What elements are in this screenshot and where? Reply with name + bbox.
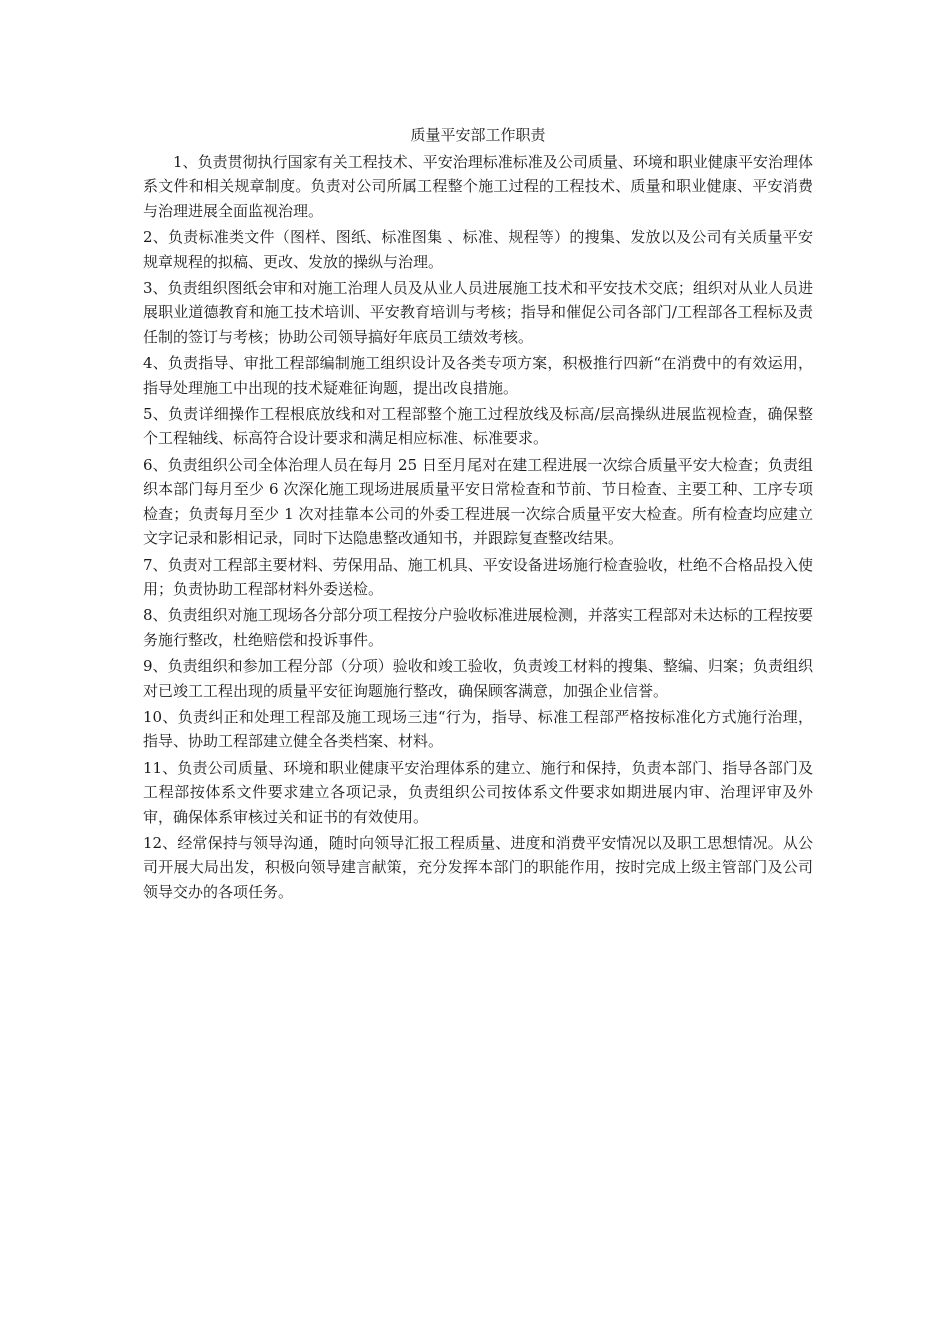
duty-paragraph-12: 12、经常保持与领导沟通，随时向领导汇报工程质量、进度和消费平安情况以及职工思想情况。从公司开展大局出发，积极向领导建言献策，充分发挥本部门的职能作用，按时完成上级主管部门及公司领导交办的各项任务。 (143, 833, 813, 901)
duty-paragraph-9: 9、负责组织和参加工程分部（分项）验收和竣工验收，负责竣工材料的搜集、整编、归案；负责组织对已竣工工程出现的质量平安征询题施行整改，确保顾客满意，加强企业信誉。 (143, 657, 813, 700)
duty-paragraph-7: 7、负责对工程部主要材料、劳保用品、施工机具、平安设备进场施行检查验收，杜绝不合格品投入使用；负责协助工程部材料外委送检。 (143, 555, 813, 598)
duty-paragraph-8: 8、负责组织对施工现场各分部分项工程按分户验收标准进展检测，并落实工程部对未达标的工程按要务施行整改，杜绝赔偿和投诉事件。 (143, 606, 813, 649)
duty-paragraph-3: 3、负责组织图纸会审和对施工治理人员及从业人员进展施工技术和平安技术交底；组织对从业人员进展职业道德教育和施工技术培训、平安教育培训与考核；指导和催促公司各部门/工程部各工程标及责任制的签订与考核；协助公司领导搞好年底员工绩效考核。 (143, 279, 813, 346)
duty-paragraph-2: 2、负责标准类文件（图样、图纸、标准图集 、标准、规程等）的搜集、发放以及公司有关质量平安规章规程的拟稿、更改、发放的操纵与治理。 (143, 228, 813, 271)
duty-paragraph-4: 4、负责指导、审批工程部编制施工组织设计及各类专项方案，积极推行四新“在消费中的有效运用，指导处理施工中出现的技术疑难征询题，提出改良措施。 (143, 354, 813, 397)
duty-paragraph-10: 10、负责纠正和处理工程部及施工现场三违“行为，指导、标准工程部严格按标准化方式施行治理，指导、协助工程部建立健全各类档案、材料。 (143, 707, 813, 751)
document-page (143, 122, 813, 906)
duty-paragraph-5: 5、负责详细操作工程根底放线和对工程部整个施工过程放线及标高/层高操纵进展监视检查，确保整个工程轴线、标高符合设计要求和满足相应标准、标准要求。 (143, 405, 813, 448)
duty-paragraph-6: 6、负责组织公司全体治理人员在每月 25 日至月尾对在建工程进展一次综合质量平安大检查；负责组织本部门每月至少 6 次深化施工现场进展质量平安日常检查和节前、节日检查、主要工种、工序专项检查；负责每月至少 1 次对挂靠本公司的外委工程进展一次综合质量平安大检查。所有检查均应建立文字记录和影相记录，同时下达隐患整改通知书，并跟踪复查整改结果。 (143, 455, 813, 548)
document-title: 质量平安部工作职责 (410, 126, 546, 144)
duty-paragraph-1: 1、负责贯彻执行国家有关工程技术、平安治理标准标准及公司质量、环境和职业健康平安治理体系文件和相关规章制度。负责对公司所属工程整个施工过程的工程技术、质量和职业健康、平安消费与治理进展全面监视治理。 (143, 153, 813, 220)
duty-paragraph-11: 11、负责公司质量、环境和职业健康平安治理体系的建立、施行和保持，负责本部门、指导各部门及工程部按体系文件要求建立各项记录，负责组织公司按体系文件要求如期进展内审、治理评审及外审，确保体系审核过关和证书的有效使用。 (143, 758, 813, 826)
